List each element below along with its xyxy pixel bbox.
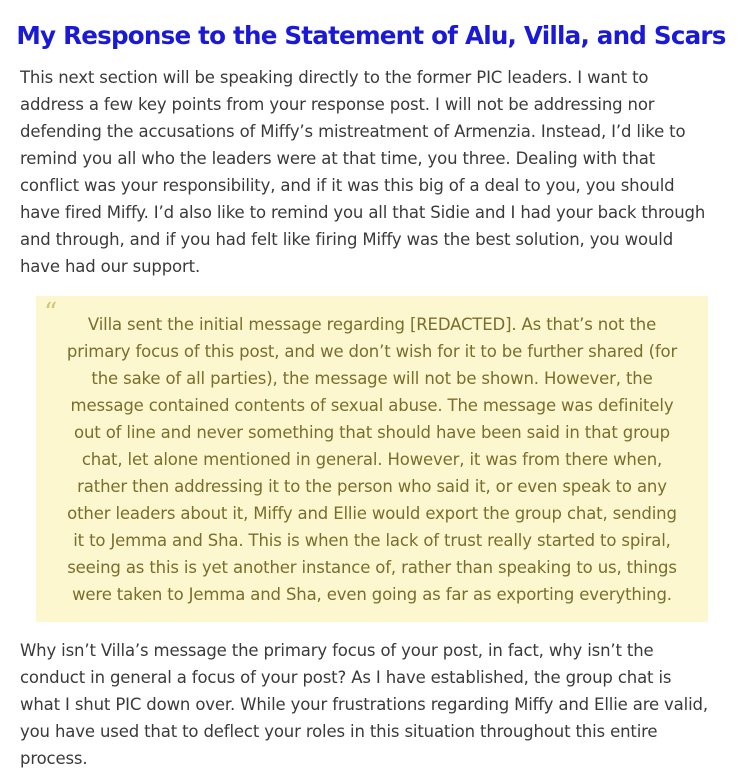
paragraph-line: remind you all who the leaders were at that time, you three. Dealing with that [20, 149, 656, 168]
paragraph-line: This next section will be speaking directly to the former PIC leaders. I want to [20, 68, 649, 87]
paragraph-line: have fired Miffy. I’d also like to remind you all that Sidie and I had your back through [20, 203, 706, 222]
page-title: My Response to the Statement of Alu, Villa, and Scars [16, 21, 726, 50]
quote-line: it to Jemma and Sha. This is when the lack of trust really started to spiral, [73, 531, 671, 550]
quote-line: rather then addressing it to the person who said it, or even speak to any [77, 477, 667, 496]
quote-line: seeing as this is yet another instance of, rather than speaking to us, things [67, 558, 677, 577]
paragraph-line: defending the accusations of Miffy’s mistreatment of Armenzia. Instead, I’d like to [20, 122, 686, 141]
paragraph-line: address a few key points from your response post. I will not be addressing nor [20, 95, 655, 114]
paragraph-line: what I shut PIC down over. While your frustrations regarding Miffy and Ellie are valid, [20, 695, 708, 714]
paragraph-line: have had our support. [20, 257, 201, 276]
paragraph-intro [20, 64, 720, 280]
quote-line: message contained contents of sexual abuse. The message was definitely [70, 396, 674, 415]
blockquote [36, 296, 708, 622]
quote-line: other leaders about it, Miffy and Ellie would export the group chat, sending [67, 504, 677, 523]
quote-line: chat, let alone mentioned in general. However, it was from there when, [81, 450, 663, 469]
paragraph-line: conduct in general a focus of your post? As I have established, the group chat is [20, 668, 672, 687]
paragraph-line: process. [20, 749, 88, 768]
paragraph-line: conflict was your responsibility, and if it was this big of a deal to you, you should [20, 176, 675, 195]
quote-line: Villa sent the initial message regarding [REDACTED]. As that’s not the [87, 315, 657, 334]
quote-line: out of line and never something that should have been said in that group [74, 423, 670, 442]
quote-mark-icon: “ [44, 298, 58, 328]
quote-line: were taken to Jemma and Sha, even going as far as exporting everything. [72, 585, 672, 604]
paragraph-line: you have used that to deflect your roles in this situation throughout this entire [20, 722, 658, 741]
paragraph-response [20, 637, 720, 772]
paragraph-line: Why isn’t Villa’s message the primary focus of your post, in fact, why isn’t the [20, 641, 654, 660]
quote-line: primary focus of this post, and we don’t wish for it to be further shared (for [66, 342, 678, 361]
paragraph-line: and through, and if you had felt like firing Miffy was the best solution, you would [20, 230, 674, 249]
blockquote-text [36, 311, 708, 608]
quote-line: the sake of all parties), the message will not be shown. However, the [91, 369, 653, 388]
